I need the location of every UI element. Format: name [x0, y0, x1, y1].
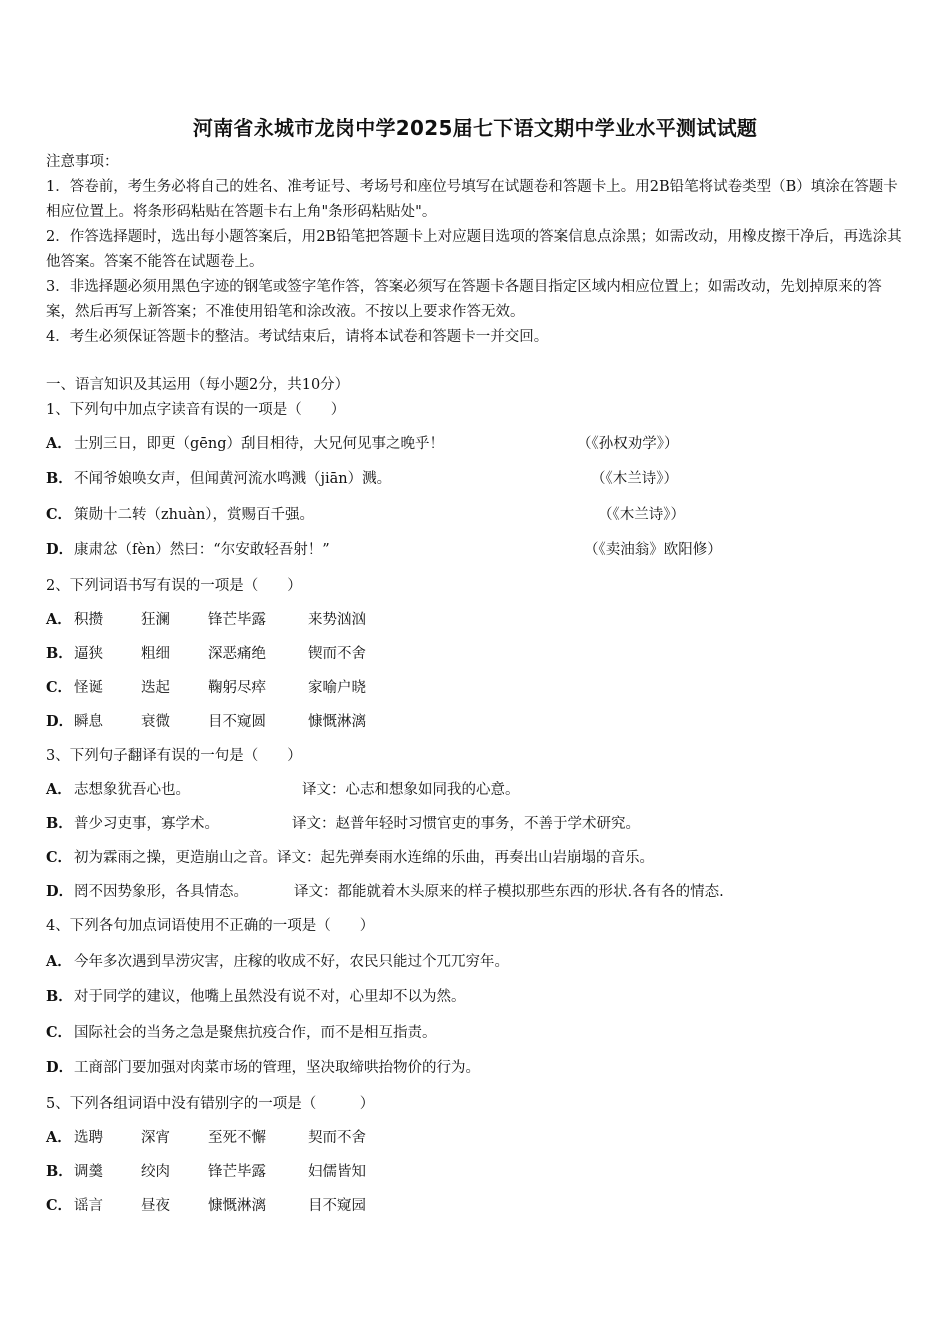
section-heading: 一、语言知识及其运用（每小题2分，共10分） — [46, 377, 350, 393]
q1-option-a — [46, 434, 444, 454]
word: 来势汹汹 — [308, 612, 366, 628]
q4-option-d — [46, 1058, 480, 1078]
option-letter: C． — [46, 849, 73, 866]
q5-option-b — [46, 1162, 375, 1182]
option-letter: B． — [46, 470, 73, 487]
option-translation: 译文：起先弹奏雨水连绵的乐曲，再奏出山岩崩塌的音乐。 — [277, 850, 654, 866]
option-letter: C． — [46, 506, 73, 523]
word: 选聘 — [74, 1130, 103, 1146]
option-letter: A． — [46, 611, 72, 628]
q2-option-d — [46, 712, 375, 732]
q3-option-d-translation: 译文：都能就着木头原来的样子模拟那些东西的形状.各有各的情态. — [294, 884, 724, 900]
q1-option-b-source: （《木兰诗》） — [591, 471, 678, 487]
notes-item: 2．作答选择题时，选出每小题答案后，用2B铅笔把答题卡上对应题目选项的答案信息点涂黑；如需改动，用橡皮擦干净后，再选涂其他答案。答案不能答在试题卷上。 — [46, 229, 902, 270]
q4-option-a — [46, 952, 509, 972]
word: 家喻户晓 — [308, 680, 366, 696]
word: 狂澜 — [141, 612, 170, 628]
q3-option-a — [46, 780, 190, 800]
word: 锋芒毕露 — [208, 1164, 266, 1180]
option-letter: B． — [46, 645, 73, 662]
q1-option-c — [46, 505, 314, 525]
q1-option-d-source: （《卖油翁》欧阳修） — [584, 542, 722, 558]
option-letter: B． — [46, 1163, 73, 1180]
q3-option-b — [46, 814, 219, 834]
q2-option-b — [46, 644, 375, 664]
option-text: 策勋十二转（zhuàn），赏赐百千强。 — [74, 507, 315, 523]
word: 逼狭 — [74, 646, 103, 662]
option-text: 今年多次遇到旱涝灾害，庄稼的收成不好，农民只能过个兀兀穷年。 — [74, 954, 509, 970]
option-letter: B． — [46, 815, 73, 832]
word: 瞬息 — [74, 714, 103, 730]
word: 衰微 — [141, 714, 170, 730]
q1-option-a-source: （《孙权劝学》） — [577, 436, 679, 452]
option-letter: A． — [46, 1129, 72, 1146]
q3-option-c — [46, 848, 654, 868]
question-5-stem: 5、下列各组词语中没有错别字的一项是（ ） — [46, 1096, 375, 1112]
option-text: 志想象犹吾心也。 — [74, 782, 190, 798]
word: 目不窥圆 — [208, 714, 266, 730]
question-4-stem: 4、下列各句加点词语使用不正确的一项是（ ） — [46, 918, 375, 934]
option-text: 初为霖雨之操，更造崩山之音。 — [74, 850, 277, 866]
option-text: 罔不因势象形，各具情态。 — [74, 884, 248, 900]
word: 迭起 — [141, 680, 170, 696]
q4-option-b — [46, 987, 466, 1007]
option-letter: B． — [46, 988, 73, 1005]
word: 妇儒皆知 — [308, 1164, 366, 1180]
option-text: 对于同学的建议，他嘴上虽然没有说不对，心里却不以为然。 — [74, 989, 466, 1005]
option-letter: D． — [46, 1059, 74, 1076]
word: 深恶痛绝 — [208, 646, 266, 662]
q4-option-c — [46, 1023, 437, 1043]
word: 慷慨淋漓 — [308, 714, 366, 730]
notes-item: 3．非选择题必须用黑色字迹的钢笔或签字笔作答，答案必须写在答题卡各题目指定区域内相应位置上；如需改动，先划掉原来的答案，然后再写上新答案；不准使用铅笔和涂改液。不按以上要求作答无效。 — [46, 279, 882, 320]
question-2-stem: 2、下列词语书写有误的一项是（ ） — [46, 578, 302, 594]
option-text: 士别三日，即更（gēng）刮目相待，大兄何见事之晚乎！ — [74, 436, 444, 452]
notes-item: 1．答卷前，考生务必将自己的姓名、准考证号、考场号和座位号填写在试题卷和答题卡上。用2B铅笔将试卷类型（B）填涂在答题卡相应位置上。将条形码粘贴在答题卡右上角"条形码粘贴处"。 — [46, 179, 898, 220]
option-text: 工商部门要加强对肉菜市场的管理，坚决取缔哄抬物价的行为。 — [74, 1060, 480, 1076]
q3-option-d — [46, 882, 248, 902]
word: 慷慨淋漓 — [208, 1198, 266, 1214]
word: 调羹 — [74, 1164, 103, 1180]
word: 粗细 — [141, 646, 170, 662]
option-letter: C． — [46, 679, 73, 696]
notes-item: 4．考生必须保证答题卡的整洁。考试结束后，请将本试卷和答题卡一并交回。 — [46, 329, 549, 345]
option-letter: A． — [46, 435, 72, 452]
q1-option-d — [46, 540, 330, 560]
word: 绞肉 — [141, 1164, 170, 1180]
word: 积攒 — [74, 612, 103, 628]
option-letter: D． — [46, 883, 74, 900]
question-1-stem: 1、下列句中加点字读音有误的一项是（ ） — [46, 402, 346, 418]
word: 至死不懈 — [208, 1130, 266, 1146]
page-title: 河南省永城市龙岗中学2025届七下语文期中学业水平测试试题 — [192, 116, 758, 140]
word: 昼夜 — [141, 1198, 170, 1214]
question-3-stem: 3、下列句子翻译有误的一句是（ ） — [46, 748, 302, 764]
word: 怪诞 — [74, 680, 103, 696]
word: 目不窥园 — [308, 1198, 366, 1214]
option-letter: A． — [46, 953, 72, 970]
word: 锋芒毕露 — [208, 612, 266, 628]
word: 契而不舍 — [308, 1130, 366, 1146]
option-letter: D． — [46, 713, 74, 730]
notes-heading: 注意事项： — [46, 154, 119, 170]
q1-option-c-source: （《木兰诗》） — [598, 507, 685, 523]
q3-option-b-translation: 译文：赵普年轻时习惯官吏的事务，不善于学术研究。 — [292, 816, 640, 832]
option-letter: C． — [46, 1197, 73, 1214]
option-text: 康肃忿（fèn）然曰：“尔安敢轻吾射！” — [74, 542, 330, 558]
q2-option-c — [46, 678, 375, 698]
q3-option-a-translation: 译文：心志和想象如同我的心意。 — [302, 782, 520, 798]
q2-option-a — [46, 610, 375, 630]
option-text: 普少习吏事，寡学术。 — [74, 816, 219, 832]
option-letter: A． — [46, 781, 72, 798]
q1-option-b — [46, 469, 391, 489]
q5-option-c — [46, 1196, 375, 1216]
notes-block — [46, 150, 904, 350]
word: 锲而不舍 — [308, 646, 366, 662]
option-letter: D． — [46, 541, 74, 558]
option-text: 不闻爷娘唤女声，但闻黄河流水鸣溅（jiān）溅。 — [74, 471, 392, 487]
option-text: 国际社会的当务之急是聚焦抗疫合作，而不是相互指责。 — [74, 1025, 437, 1041]
option-letter: C． — [46, 1024, 73, 1041]
word: 谣言 — [74, 1198, 103, 1214]
word: 鞠躬尽瘁 — [208, 680, 266, 696]
q5-option-a — [46, 1128, 375, 1148]
word: 深宵 — [141, 1130, 170, 1146]
